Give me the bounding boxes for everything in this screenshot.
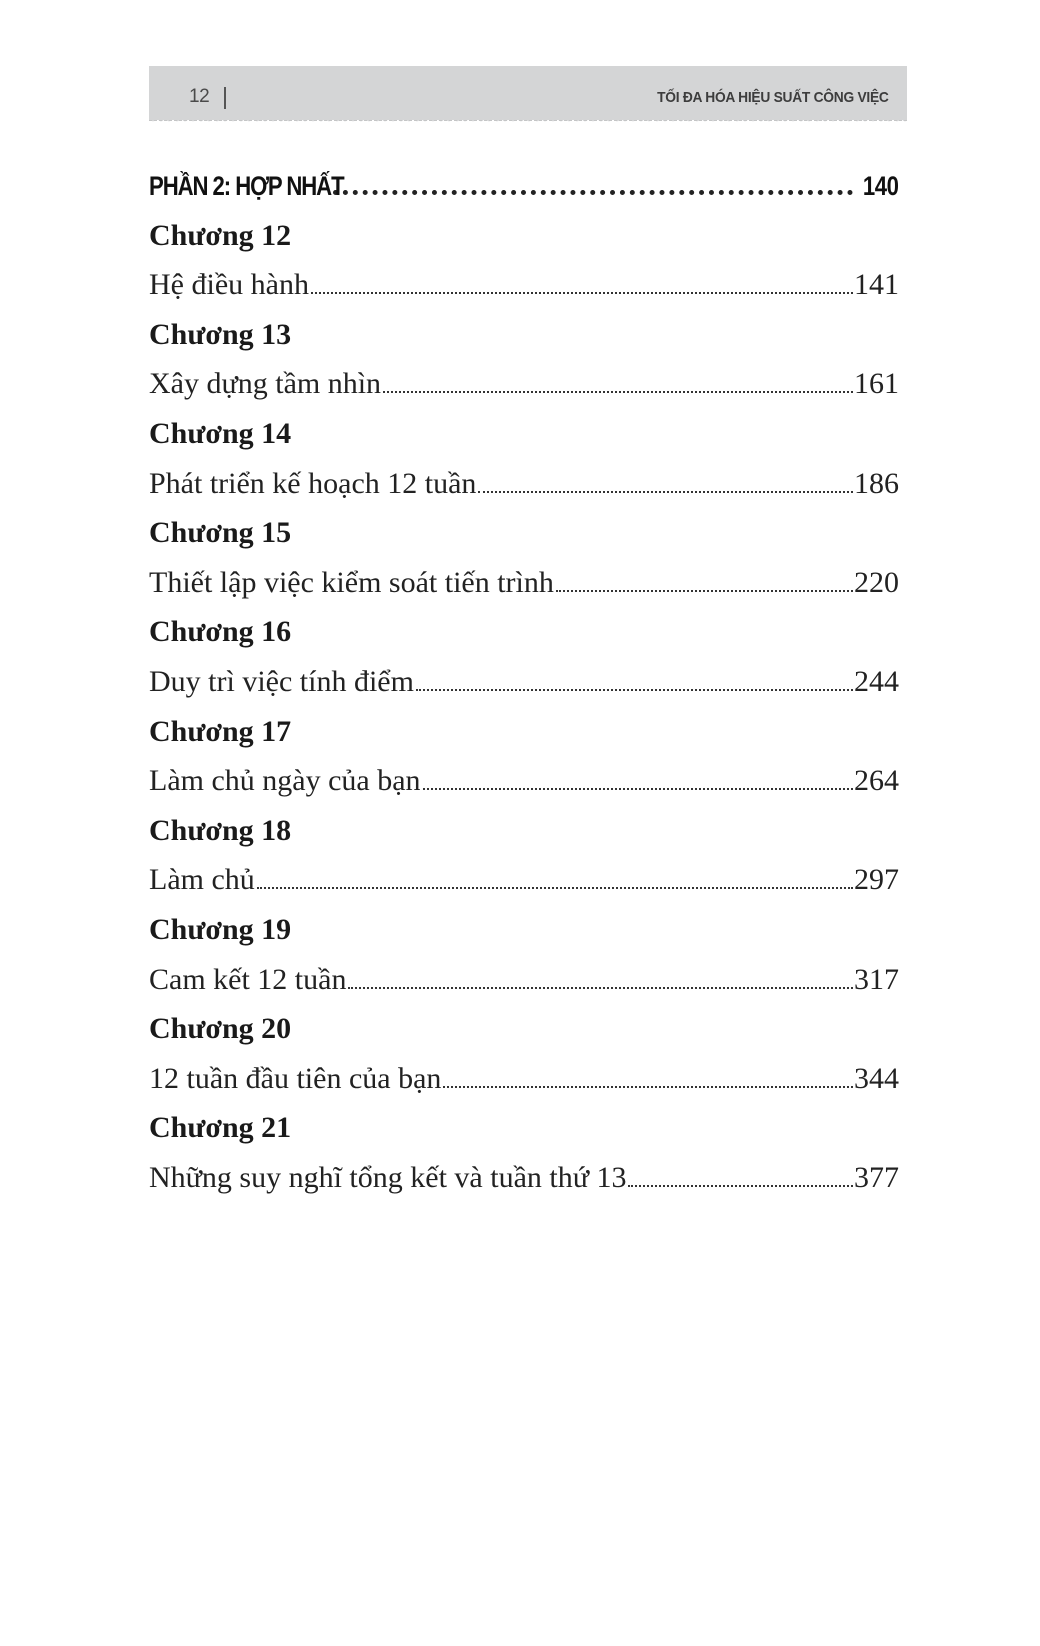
part-page-number: 140: [863, 171, 899, 201]
entry-title: Duy trì việc tính điểm: [149, 664, 414, 698]
toc-entry[interactable]: [149, 662, 899, 712]
entry-title: Xây dựng tầm nhìn: [149, 367, 382, 401]
chapter-heading: [149, 811, 899, 861]
chapter-heading-label: Chương 13: [149, 317, 292, 351]
entry-page-number: 220: [854, 565, 899, 599]
dot-leader: [416, 689, 853, 691]
chapter-heading: [149, 216, 899, 266]
chapter-heading-label: Chương 14: [149, 416, 292, 450]
dot-leader: [423, 788, 853, 790]
running-title: TỐI ĐA HÓA HIỆU SUẤT CÔNG VIỆC: [657, 89, 889, 106]
header-scalloped-edge: [149, 118, 907, 124]
toc-entry[interactable]: [149, 761, 899, 811]
chapter-heading-label: Chương 16: [149, 615, 292, 649]
entry-page-number: 186: [854, 466, 899, 500]
dot-leader: [628, 1185, 853, 1187]
dot-leader: [383, 391, 853, 393]
chapter-heading: [149, 1009, 899, 1059]
toc-entry[interactable]: [149, 364, 899, 414]
dot-leader: [443, 1086, 853, 1088]
toc-entry[interactable]: [149, 960, 899, 1010]
toc-entry[interactable]: [149, 860, 899, 910]
dot-leader: [556, 590, 853, 592]
entry-page-number: 317: [854, 962, 899, 996]
part-label: PHẦN 2: HỢP NHẤT: [149, 171, 344, 201]
entry-title: Làm chủ: [149, 863, 255, 897]
dot-leader: [333, 190, 853, 195]
chapter-heading-label: Chương 15: [149, 516, 292, 550]
header-edge-line: [149, 120, 907, 121]
entry-page-number: 244: [854, 664, 899, 698]
entry-title: Những suy nghĩ tổng kết và tuần thứ 13: [149, 1160, 627, 1194]
chapter-heading-label: Chương 18: [149, 813, 292, 847]
toc-entry[interactable]: [149, 563, 899, 613]
chapter-heading: [149, 513, 899, 563]
entry-title: Làm chủ ngày của bạn: [149, 764, 421, 798]
toc-entry[interactable]: [149, 464, 899, 514]
chapter-heading-label: Chương 19: [149, 912, 292, 946]
entry-page-number: 377: [854, 1160, 899, 1194]
table-of-contents: [149, 166, 899, 1207]
page-number: 12: [189, 86, 210, 107]
chapter-heading-label: Chương 12: [149, 218, 292, 252]
toc-entry[interactable]: [149, 1158, 899, 1208]
entry-page-number: 161: [854, 367, 899, 401]
entry-title: Hệ điều hành: [149, 268, 309, 302]
entry-page-number: 297: [854, 863, 899, 897]
chapter-heading: [149, 612, 899, 662]
chapter-heading: [149, 712, 899, 762]
chapter-heading: [149, 414, 899, 464]
toc-entry[interactable]: [149, 1059, 899, 1109]
chapter-heading: [149, 1108, 899, 1158]
entry-title: 12 tuần đầu tiên của bạn: [149, 1061, 442, 1095]
toc-part-entry[interactable]: [149, 166, 899, 216]
entry-page-number: 141: [854, 268, 899, 302]
dot-leader: [311, 292, 853, 294]
dot-leader: [478, 491, 853, 493]
entry-title: Cam kết 12 tuần: [149, 962, 347, 996]
toc-entry[interactable]: [149, 265, 899, 315]
entry-page-number: 344: [854, 1061, 899, 1095]
dot-leader: [348, 987, 853, 989]
dot-leader: [257, 887, 853, 889]
entry-page-number: 264: [854, 764, 899, 798]
chapter-heading-label: Chương 17: [149, 714, 292, 748]
chapter-heading: [149, 910, 899, 960]
page-number-separator: [224, 87, 226, 109]
chapter-heading-label: Chương 20: [149, 1012, 292, 1046]
entry-title: Phát triển kế hoạch 12 tuần: [149, 466, 477, 500]
entry-title: Thiết lập việc kiểm soát tiến trình: [149, 565, 554, 599]
chapter-heading-label: Chương 21: [149, 1111, 292, 1145]
chapter-heading: [149, 315, 899, 365]
